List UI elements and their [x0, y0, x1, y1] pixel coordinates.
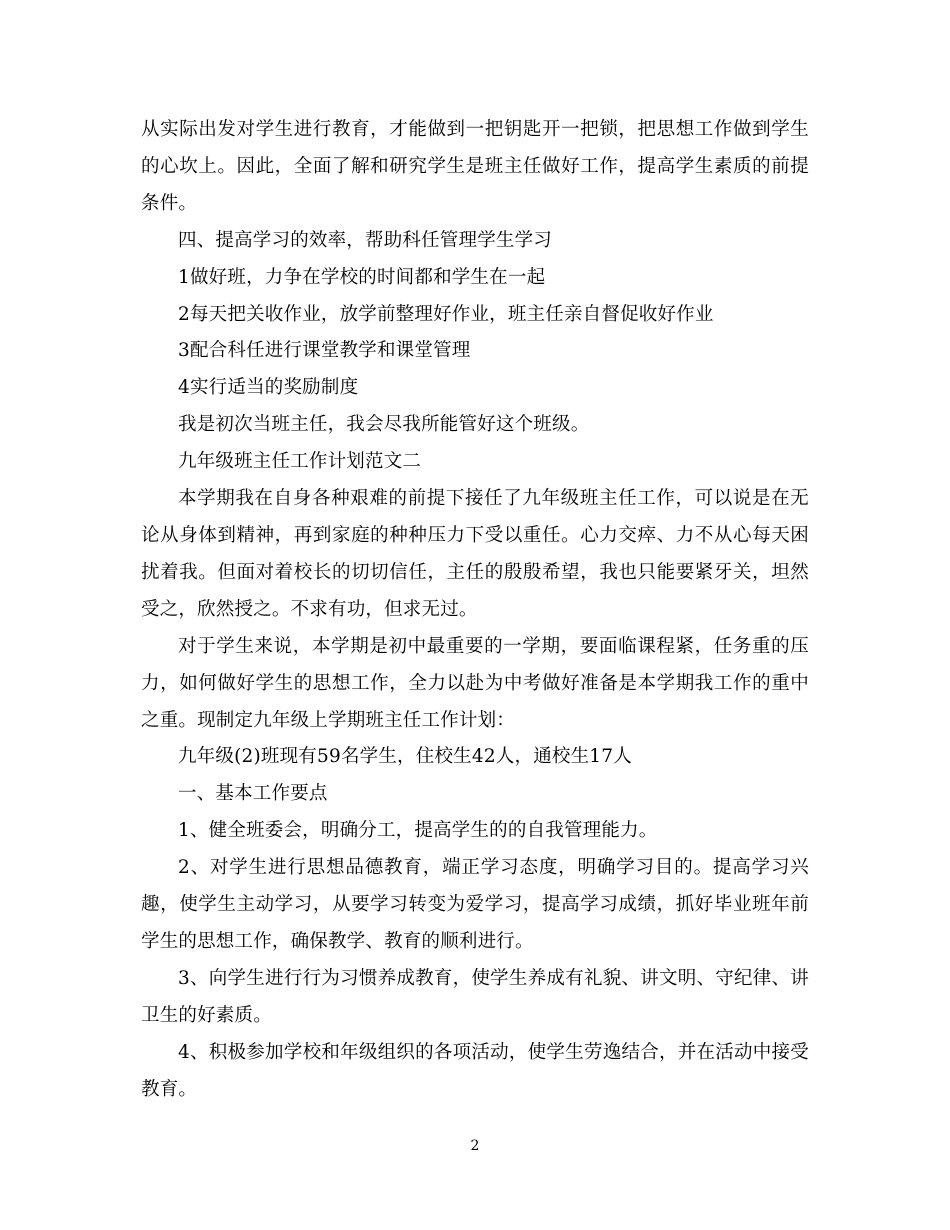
paragraph: 4、积极参加学校和年级组织的各项活动，使学生劳逸结合，并在活动中接受教育。 [141, 1041, 809, 1100]
paragraph: 4实行适当的奖励制度 [178, 377, 359, 399]
paragraph: 本学期我在自身各种艰难的前提下接任了九年级班主任工作，可以说是在无论从身体到精神，再到家庭的种种压力下受以重任。心力交瘁、力不从心每天困扰着我。但面对着校长的切切信任，主任的殷殷希望，我也只能要紧牙关，坦然受之，欣然授之。不求有功，但求无过。 [141, 488, 809, 620]
document-body [141, 112, 809, 1108]
paragraph: 九年级(2)班现有59名学生，住校生42人，通校生17人 [178, 746, 632, 768]
paragraph: 从实际出发对学生进行教育，才能做到一把钥匙开一把锁，把思想工作做到学生的心坎上。因此，全面了解和研究学生是班主任做好工作，提高学生素质的前提条件。 [141, 119, 809, 214]
paragraph: 1做好班，力争在学校的时间都和学生在一起 [178, 266, 546, 288]
paragraph: 我是初次当班主任，我会尽我所能管好这个班级。 [178, 414, 590, 436]
paragraph: 对于学生来说，本学期是初中最重要的一学期，要面临课程紧，任务重的压力，如何做好学生的思想工作，全力以赴为中考做好准备是本学期我工作的重中之重。现制定九年级上学期班主任工作计划： [141, 635, 809, 731]
section-heading: 一、基本工作要点 [178, 783, 328, 805]
paragraph: 3配合科任进行课堂教学和课堂管理 [178, 340, 471, 362]
paragraph: 四、提高学习的效率，帮助科任管理学生学习 [178, 229, 553, 251]
paragraph: 2每天把关收作业，放学前整理好作业，班主任亲自督促收好作业 [178, 303, 714, 325]
paragraph: 2、对学生进行思想品德教育，端正学习态度，明确学习目的。提高学习兴趣，使学生主动学习，从要学习转变为爱学习，提高学习成绩，抓好毕业班年前学生的思想工作，确保教学、教育的顺利进行。 [141, 857, 809, 952]
paragraph: 1、健全班委会，明确分工，提高学生的的自我管理能力。 [178, 820, 658, 842]
page-number: 2 [470, 1138, 480, 1154]
paragraph: 3、向学生进行行为习惯养成教育，使学生养成有礼貌、讲文明、守纪律、讲卫生的好素质。 [141, 967, 809, 1026]
section-heading: 九年级班主任工作计划范文二 [178, 451, 422, 473]
